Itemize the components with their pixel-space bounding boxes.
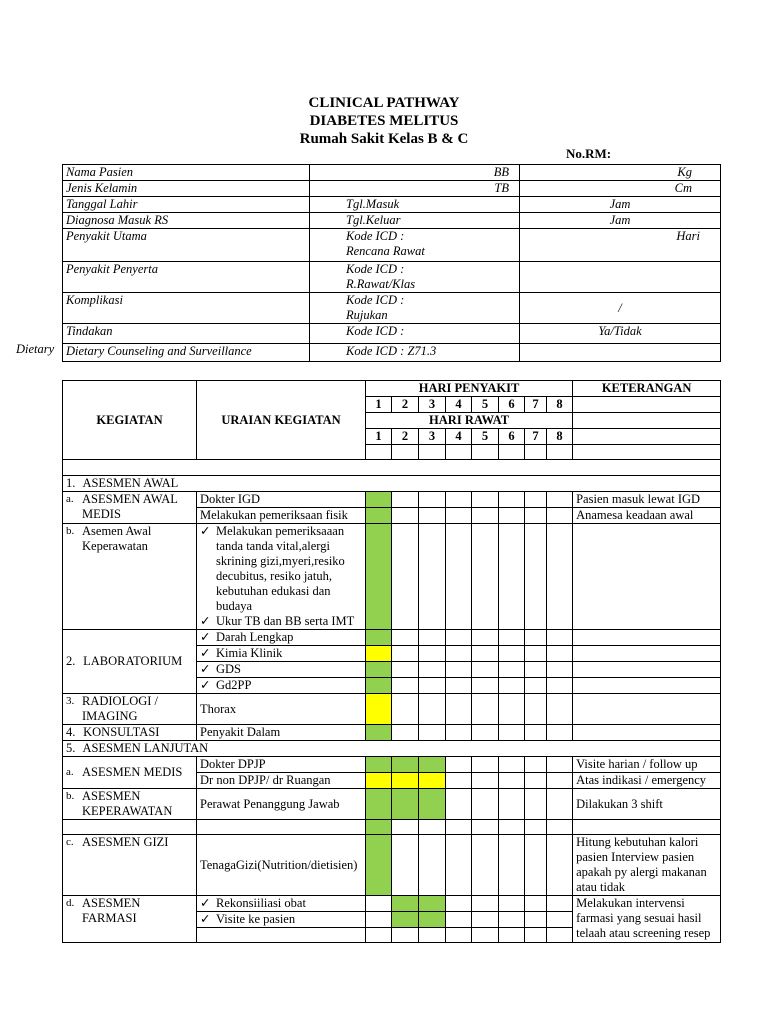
day-cell-green xyxy=(419,789,446,820)
bb-label: BB xyxy=(310,165,520,181)
hari-rawat-day-2: 2 xyxy=(392,429,419,445)
day-cell-yellow xyxy=(366,646,392,662)
item-label: ASESMEN AWAL MEDIS xyxy=(82,492,178,521)
day-cell xyxy=(446,630,472,646)
day-cell xyxy=(446,678,472,694)
day-cell xyxy=(446,508,472,524)
day-cell xyxy=(419,524,446,630)
checkmark-icon: ✓ xyxy=(200,896,211,910)
day-cell xyxy=(472,524,499,630)
section-number: 2. xyxy=(66,654,76,668)
day-cell xyxy=(419,678,446,694)
checkmark-icon: ✓ xyxy=(200,646,211,660)
keterangan-cell xyxy=(573,397,721,413)
day-cell xyxy=(392,678,419,694)
uraian-darah-lengkap xyxy=(197,630,366,646)
jam-keluar-label: Jam xyxy=(520,213,721,229)
uraian-visite-pasien xyxy=(197,912,366,928)
hari-penyakit-day-7: 7 xyxy=(525,397,547,413)
tgl-masuk-label: Tgl.Masuk xyxy=(310,197,520,213)
dietary-label: Dietary Counseling and Surveillance xyxy=(63,344,310,362)
checkmark-icon: ✓ xyxy=(200,678,211,692)
day-cell xyxy=(525,789,547,820)
day-cell xyxy=(499,912,525,928)
day-cell-green xyxy=(366,820,392,835)
day-cell-green xyxy=(366,757,392,773)
day-cell-yellow xyxy=(392,773,419,789)
day-cell xyxy=(547,789,573,820)
day-cell xyxy=(392,646,419,662)
title-line-2: DIABETES MELITUS xyxy=(309,113,459,129)
uraian-pemeriksaan-fisik: Melakukan pemeriksaan fisik xyxy=(197,508,366,524)
hari-penyakit-day-1: 1 xyxy=(366,397,392,413)
uraian-kimia-klinik xyxy=(197,646,366,662)
item-label: ASESMEN FARMASI xyxy=(82,896,141,925)
konsultasi-label xyxy=(63,725,197,741)
section-number: 4. xyxy=(66,725,76,739)
day-cell-yellow xyxy=(419,773,446,789)
item-prefix: a. xyxy=(66,766,74,778)
day-cell xyxy=(392,630,419,646)
day-cell xyxy=(392,662,419,678)
blank-cell xyxy=(197,820,366,835)
hari-rawat-day-8: 8 xyxy=(547,429,573,445)
hari-penyakit-day-6: 6 xyxy=(499,397,525,413)
uraian-rekonsiliasi xyxy=(197,896,366,912)
day-cell xyxy=(499,646,525,662)
penyakit-penyerta-label: Penyakit Penyerta xyxy=(63,262,310,293)
no-rm-label: No.RM: xyxy=(566,146,612,161)
day-cell xyxy=(525,820,547,835)
day-cell xyxy=(446,896,472,912)
day-cell xyxy=(472,646,499,662)
hari-penyakit-day-4: 4 xyxy=(446,397,472,413)
lab-item-label: Darah Lengkap xyxy=(216,630,294,644)
lab-item-label: Kimia Klinik xyxy=(216,646,283,660)
section-number: 1. xyxy=(66,476,76,490)
day-cell xyxy=(525,630,547,646)
checkmark-icon: ✓ xyxy=(200,630,211,644)
day-cell xyxy=(472,508,499,524)
day-cell xyxy=(419,508,446,524)
uraian-perawat: Perawat Penanggung Jawab xyxy=(197,789,366,820)
keterangan-cell xyxy=(573,725,721,741)
day-cell xyxy=(499,820,525,835)
day-cell xyxy=(525,694,547,725)
checkmark-icon: ✓ xyxy=(200,912,211,926)
tanggal-lahir-label: Tanggal Lahir xyxy=(63,197,310,213)
rujukan-slash: / xyxy=(520,293,721,324)
day-cell xyxy=(499,662,525,678)
uraian-gds xyxy=(197,662,366,678)
day-cell xyxy=(547,524,573,630)
blank-cell xyxy=(63,820,197,835)
hari-penyakit-day-2: 2 xyxy=(392,397,419,413)
uraian-dokter-dpjp: Dokter DPJP xyxy=(197,757,366,773)
day-cell xyxy=(499,445,525,460)
keterangan-cell xyxy=(573,678,721,694)
keterangan-farmasi: Melakukan intervensi farmasi yang sesuai hasil telaah atau screening resep xyxy=(573,896,721,943)
tgl-keluar-label: Tgl.Keluar xyxy=(310,213,520,229)
komplikasi-label: Komplikasi xyxy=(63,293,310,324)
day-cell xyxy=(392,524,419,630)
section-title: KONSULTASI xyxy=(83,725,160,739)
day-cell xyxy=(392,694,419,725)
day-cell-green xyxy=(366,789,392,820)
laboratorium-label xyxy=(63,630,197,694)
uraian-gd2pp xyxy=(197,678,366,694)
hari-rawat-day-6: 6 xyxy=(499,429,525,445)
item-prefix: c. xyxy=(66,836,74,848)
checkmark-icon: ✓ xyxy=(200,662,211,676)
asesmen-medis-label xyxy=(63,757,197,789)
section-asesmen-lanjutan xyxy=(63,741,721,757)
hari-penyakit-day-3: 3 xyxy=(419,397,446,413)
item-label: ASESMEN GIZI xyxy=(82,835,169,849)
day-cell xyxy=(525,773,547,789)
day-cell xyxy=(499,492,525,508)
hari-penyakit-header: HARI PENYAKIT xyxy=(366,381,573,397)
day-cell xyxy=(392,492,419,508)
day-cell xyxy=(547,445,573,460)
day-cell xyxy=(525,678,547,694)
day-cell xyxy=(446,694,472,725)
day-cell-yellow xyxy=(366,773,392,789)
hari-rawat-day-3: 3 xyxy=(419,429,446,445)
day-cell xyxy=(446,445,472,460)
day-cell xyxy=(547,928,573,943)
uraian-tenaga-gizi: TenagaGizi(Nutrition/dietisien) xyxy=(197,835,366,896)
day-cell xyxy=(392,725,419,741)
day-cell-green xyxy=(366,524,392,630)
day-cell xyxy=(392,445,419,460)
day-cell xyxy=(472,912,499,928)
day-cell xyxy=(499,694,525,725)
uraian-keperawatan xyxy=(197,524,366,630)
day-cell-green xyxy=(392,912,419,928)
day-cell xyxy=(525,492,547,508)
keterangan-cell xyxy=(573,646,721,662)
kg-label: Kg xyxy=(520,165,721,181)
day-cell xyxy=(419,630,446,646)
rencana-rawat-label: Rencana Rawat xyxy=(346,244,425,258)
section-title: ASESMEN AWAL xyxy=(82,476,179,490)
uraian-imt: Ukur TB dan BB serta IMT xyxy=(216,614,355,628)
day-cell xyxy=(525,912,547,928)
day-cell-yellow xyxy=(366,694,392,725)
hari-rawat-header: HARI RAWAT xyxy=(366,413,573,429)
nama-pasien-label: Nama Pasien xyxy=(63,165,310,181)
day-cell-green xyxy=(392,789,419,820)
day-cell xyxy=(392,835,419,896)
kode-icd-penyerta-cell xyxy=(310,262,520,293)
jenis-kelamin-label: Jenis Kelamin xyxy=(63,181,310,197)
dietary-side-label: Dietary xyxy=(16,342,55,356)
asesmen-farmasi-label xyxy=(63,896,197,943)
kode-icd-komplikasi-label: Kode ICD : xyxy=(346,293,405,307)
day-cell xyxy=(419,492,446,508)
day-cell xyxy=(499,757,525,773)
day-cell xyxy=(547,773,573,789)
day-cell xyxy=(366,928,392,943)
item-prefix: a. xyxy=(66,493,74,505)
day-cell-green xyxy=(419,896,446,912)
day-cell xyxy=(547,725,573,741)
item-label: ASESMEN KEPERAWATAN xyxy=(82,789,173,818)
day-cell xyxy=(419,725,446,741)
day-cell xyxy=(499,773,525,789)
day-cell xyxy=(525,524,547,630)
cm-label: Cm xyxy=(520,181,721,197)
keterangan-cell xyxy=(573,820,721,835)
day-cell xyxy=(419,445,446,460)
keterangan-indikasi: Atas indikasi / emergency xyxy=(573,773,721,789)
patient-info-table xyxy=(62,164,721,362)
day-cell xyxy=(499,896,525,912)
keterangan-visite: Visite harian / follow up xyxy=(573,757,721,773)
uraian-dokter-igd: Dokter IGD xyxy=(197,492,366,508)
keterangan-anamesa: Anamesa keadaan awal xyxy=(573,508,721,524)
day-cell xyxy=(499,678,525,694)
kode-icd-penyerta-label: Kode ICD : xyxy=(346,262,405,276)
day-cell xyxy=(472,928,499,943)
title-line-3: Rumah Sakit Kelas B & C xyxy=(299,131,469,147)
kode-icd-tindakan-label: Kode ICD : xyxy=(310,324,520,344)
uraian-thorax: Thorax xyxy=(197,694,366,725)
lab-item-label: Gd2PP xyxy=(216,678,252,692)
kode-icd-dietary-label: Kode ICD : Z71.3 xyxy=(310,344,520,362)
keterangan-gizi: Hitung kebutuhan kalori pasien Interview pasien apakah py alergi makanan atau tidak xyxy=(573,835,721,896)
keterangan-cell xyxy=(573,413,721,429)
jam-masuk-label: Jam xyxy=(520,197,721,213)
uraian-ttv: Melakukan pemeriksaaan tanda tanda vital,alergi skrining gizi,myeri,resiko decubitus, resiko jatuh, kebutuhan edukasi dan budaya xyxy=(216,524,345,613)
checkmark-icon: ✓ xyxy=(200,614,211,628)
keterangan-header: KETERANGAN xyxy=(573,381,721,397)
day-cell xyxy=(419,694,446,725)
day-cell xyxy=(472,773,499,789)
day-cell xyxy=(525,725,547,741)
ya-tidak-label: Ya/Tidak xyxy=(520,324,721,344)
day-cell xyxy=(472,492,499,508)
day-cell xyxy=(547,662,573,678)
section-title: LABORATORIUM xyxy=(83,654,183,668)
day-cell xyxy=(472,835,499,896)
section-number: 3. xyxy=(66,695,75,707)
day-cell xyxy=(446,662,472,678)
item-label: ASESMEN MEDIS xyxy=(82,765,183,779)
day-cell xyxy=(525,896,547,912)
day-cell xyxy=(366,896,392,912)
day-cell xyxy=(499,835,525,896)
day-cell-green xyxy=(366,492,392,508)
keterangan-igd: Pasien masuk lewat IGD xyxy=(573,492,721,508)
day-cell xyxy=(499,524,525,630)
asesmen-keperawatan-label xyxy=(63,789,197,820)
day-cell xyxy=(419,646,446,662)
item-prefix: b. xyxy=(66,525,75,537)
day-cell xyxy=(472,662,499,678)
checkmark-icon: ✓ xyxy=(200,524,211,538)
item-label: Asemen Awal Keperawatan xyxy=(82,524,152,553)
day-cell-green xyxy=(366,678,392,694)
rawat-klas-label: R.Rawat/Klas xyxy=(346,277,416,291)
day-cell xyxy=(392,928,419,943)
day-cell-green xyxy=(366,835,392,896)
keterangan-cell xyxy=(573,694,721,725)
keterangan-cell xyxy=(573,445,721,460)
day-cell xyxy=(472,694,499,725)
day-cell xyxy=(525,928,547,943)
penyakit-utama-label: Penyakit Utama xyxy=(63,229,310,262)
document-title xyxy=(0,94,768,148)
day-cell xyxy=(499,630,525,646)
day-cell xyxy=(525,646,547,662)
day-cell xyxy=(419,928,446,943)
day-cell xyxy=(472,789,499,820)
day-cell-green xyxy=(392,896,419,912)
day-cell-green xyxy=(366,662,392,678)
day-cell xyxy=(547,508,573,524)
keterangan-cell xyxy=(573,524,721,630)
day-cell xyxy=(525,508,547,524)
hari-rawat-day-7: 7 xyxy=(525,429,547,445)
hari-label: Hari xyxy=(520,229,721,262)
asesmen-awal-keperawatan-label xyxy=(63,524,197,630)
uraian-header: URAIAN KEGIATAN xyxy=(197,381,366,460)
lab-item-label: GDS xyxy=(216,662,242,676)
day-cell xyxy=(392,508,419,524)
diagnosa-label: Diagnosa Masuk RS xyxy=(63,213,310,229)
day-cell xyxy=(472,630,499,646)
day-cell-green xyxy=(419,912,446,928)
day-cell xyxy=(446,524,472,630)
day-cell xyxy=(547,820,573,835)
day-cell xyxy=(446,492,472,508)
day-cell xyxy=(525,445,547,460)
farmasi-item-label: Visite ke pasien xyxy=(216,912,296,926)
day-cell xyxy=(472,757,499,773)
keterangan-shift: Dilakukan 3 shift xyxy=(573,789,721,820)
day-cell xyxy=(446,789,472,820)
day-cell xyxy=(472,678,499,694)
hari-penyakit-day-5: 5 xyxy=(472,397,499,413)
day-cell-green xyxy=(366,725,392,741)
day-cell-green xyxy=(366,630,392,646)
dietary-value xyxy=(520,344,721,362)
keterangan-cell xyxy=(573,630,721,646)
day-cell xyxy=(419,820,446,835)
day-cell xyxy=(547,630,573,646)
radiologi-label xyxy=(63,694,197,725)
uraian-penyakit-dalam: Penyakit Dalam xyxy=(197,725,366,741)
spacer-row xyxy=(63,460,721,476)
day-cell xyxy=(472,896,499,912)
asesmen-gizi-label xyxy=(63,835,197,896)
day-cell xyxy=(446,912,472,928)
farmasi-item-label: Rekonsiiliasi obat xyxy=(216,896,306,910)
day-cell xyxy=(547,757,573,773)
day-cell xyxy=(547,694,573,725)
title-line-1: CLINICAL PATHWAY xyxy=(308,95,460,111)
day-cell xyxy=(547,912,573,928)
kegiatan-header: KEGIATAN xyxy=(63,381,197,460)
section-number: 5. xyxy=(66,741,76,755)
day-cell xyxy=(472,725,499,741)
day-cell xyxy=(446,757,472,773)
day-cell xyxy=(446,773,472,789)
keterangan-cell xyxy=(573,429,721,445)
day-cell xyxy=(366,912,392,928)
tindakan-label: Tindakan xyxy=(63,324,310,344)
day-cell xyxy=(547,678,573,694)
day-cell-green xyxy=(392,757,419,773)
day-cell xyxy=(472,820,499,835)
rujukan-label: Rujukan xyxy=(346,308,388,322)
day-cell xyxy=(525,757,547,773)
kode-icd-utama-cell xyxy=(310,229,520,262)
day-cell xyxy=(547,646,573,662)
hari-penyakit-day-8: 8 xyxy=(547,397,573,413)
day-cell xyxy=(525,835,547,896)
day-cell xyxy=(499,928,525,943)
day-cell xyxy=(392,820,419,835)
day-cell xyxy=(547,835,573,896)
tb-label: TB xyxy=(310,181,520,197)
kode-icd-utama-label: Kode ICD : xyxy=(346,229,405,243)
section-title: RADIOLOGI / IMAGING xyxy=(82,694,159,723)
day-cell xyxy=(446,646,472,662)
day-cell xyxy=(525,662,547,678)
day-cell xyxy=(547,492,573,508)
day-cell xyxy=(446,835,472,896)
day-cell xyxy=(446,928,472,943)
day-cell xyxy=(547,896,573,912)
pathway-table xyxy=(62,380,721,943)
keterangan-cell xyxy=(573,662,721,678)
day-cell xyxy=(472,445,499,460)
day-cell xyxy=(499,508,525,524)
hari-rawat-day-5: 5 xyxy=(472,429,499,445)
hari-rawat-day-1: 1 xyxy=(366,429,392,445)
day-cell xyxy=(499,789,525,820)
blank-cell xyxy=(197,928,366,943)
section-title: ASESMEN LANJUTAN xyxy=(82,741,209,755)
uraian-dr-non-dpjp: Dr non DPJP/ dr Ruangan xyxy=(197,773,366,789)
day-cell xyxy=(366,445,392,460)
day-cell xyxy=(446,820,472,835)
hari-rawat-day-4: 4 xyxy=(446,429,472,445)
day-cell xyxy=(419,662,446,678)
asesmen-awal-medis-label xyxy=(63,492,197,524)
day-cell-green xyxy=(366,508,392,524)
item-prefix: d. xyxy=(66,897,75,909)
day-cell-green xyxy=(419,757,446,773)
rawat-klas-value xyxy=(520,262,721,293)
day-cell xyxy=(446,725,472,741)
day-cell xyxy=(419,835,446,896)
item-prefix: b. xyxy=(66,790,75,802)
section-asesmen-awal xyxy=(63,476,721,492)
kode-icd-komplikasi-cell xyxy=(310,293,520,324)
day-cell xyxy=(499,725,525,741)
